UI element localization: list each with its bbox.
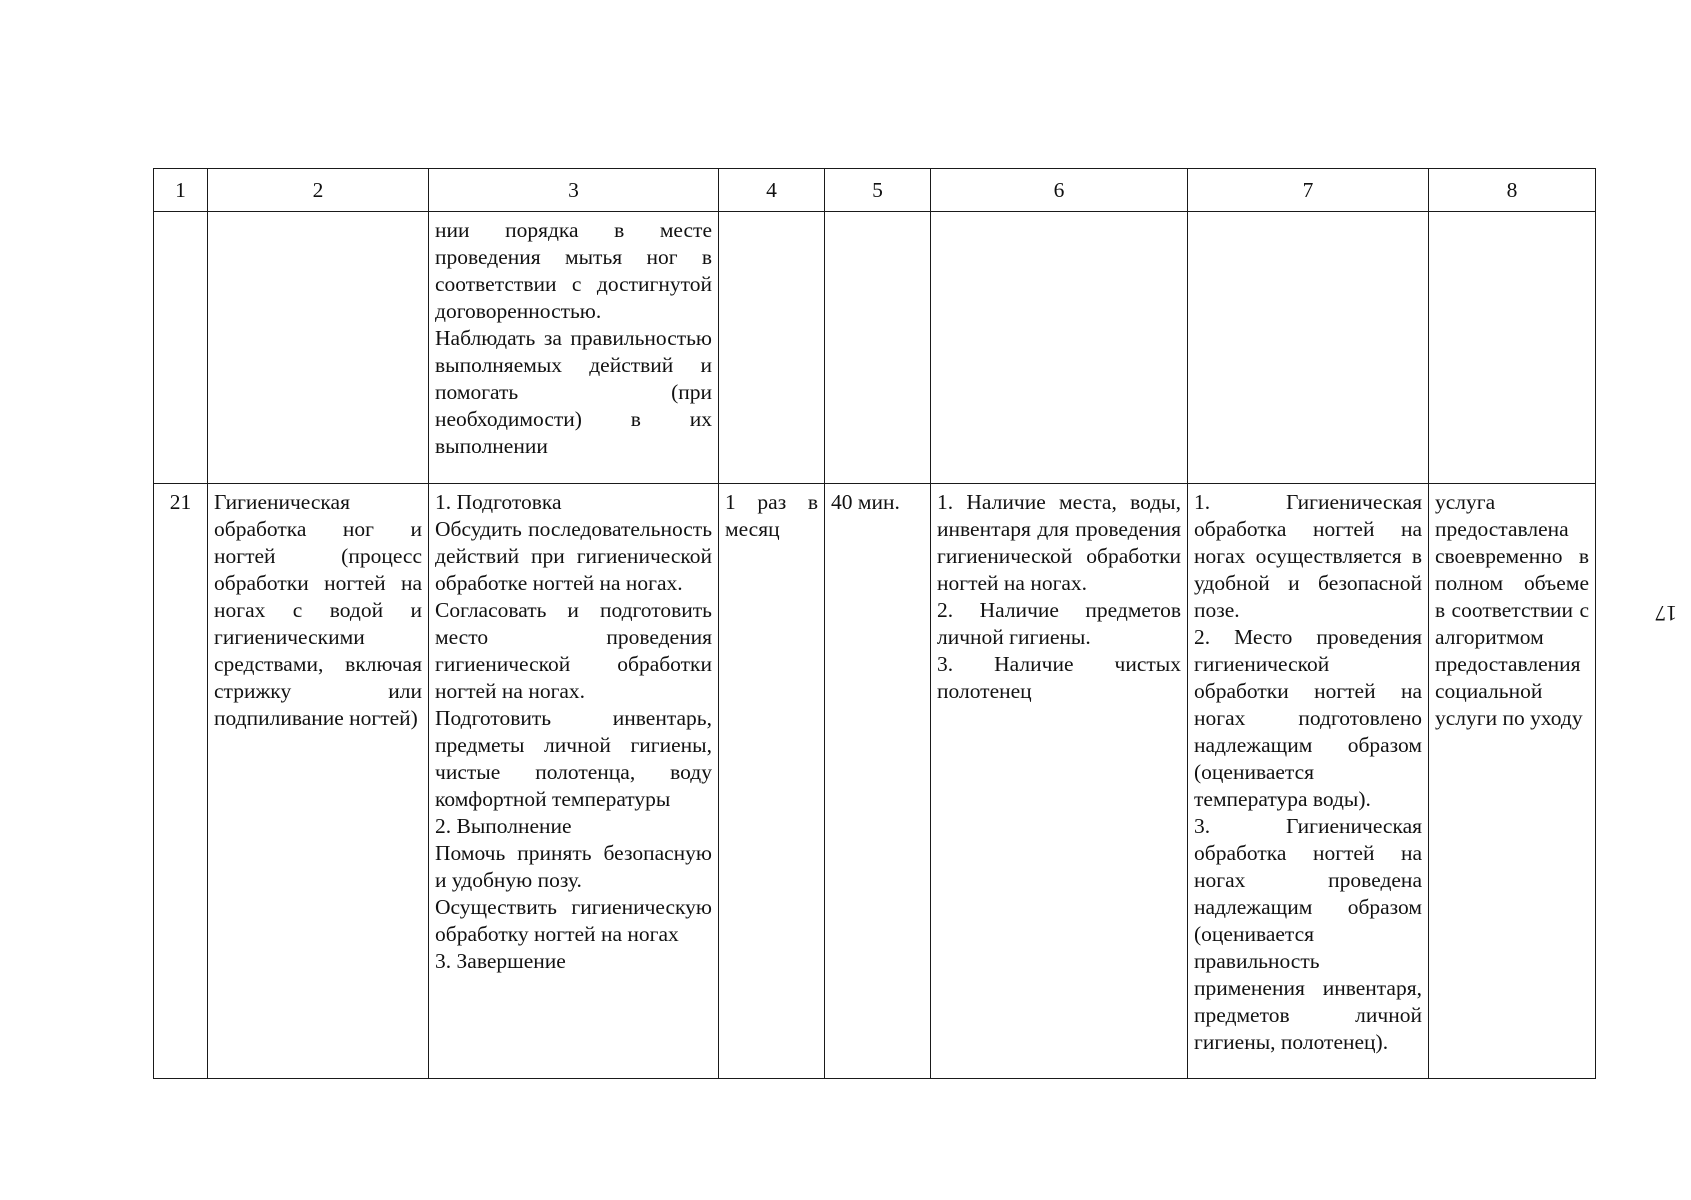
service-steps <box>429 484 719 1079</box>
cont-cell-1 <box>154 212 208 484</box>
column-number-row <box>154 169 1596 212</box>
column-header-5: 5 <box>825 169 931 212</box>
services-table <box>153 168 1596 1079</box>
table-row-continuation <box>154 212 1596 484</box>
step-item: Обсудить последовательность действий при гигиенической обработке ногтей на ногах. <box>435 517 712 595</box>
service-result: услуга предоставлена своевременно в полном объеме в соответствии с алгоритмом предоставления социальной услуги по уходу <box>1429 484 1596 1079</box>
step-item: 2. Выполнение <box>435 814 572 838</box>
cont-paragraph: Наблюдать за правильностью выполняемых действий и помогать (при необходимости) в их выполнении <box>435 326 712 458</box>
cont-paragraph: нии порядка в месте проведения мытья ног в соответствии с достигнутой договоренностью. <box>435 218 712 323</box>
column-header-8: 8 <box>1429 169 1596 212</box>
cont-cell-5 <box>825 212 931 484</box>
cont-cell-4 <box>719 212 825 484</box>
step-item: Осуществить гигиеническую обработку ногтей на ногах <box>435 895 712 946</box>
cont-cell-2 <box>208 212 429 484</box>
step-item: Помочь принять безопасную и удобную позу. <box>435 841 712 892</box>
row-number: 21 <box>154 484 208 1079</box>
column-header-6: 6 <box>931 169 1188 212</box>
quality-item: 3. Гигиеническая обработка ногтей на ногах проведена надлежащим образом (оценивается правильность применения инвентаря, предметов личной гигиены, полотенец). <box>1194 814 1422 1054</box>
column-header-7: 7 <box>1188 169 1429 212</box>
page-number: 17 <box>1655 601 1677 626</box>
quality-item: 1. Гигиеническая обработка ногтей на ногах осуществляется в удобной и безопасной позе. <box>1194 490 1422 622</box>
step-item: 3. Завершение <box>435 949 566 973</box>
service-name: Гигиеническая обработка ног и ногтей (процесс обработки ногтей на ногах с водой и гигиеническими средствами, включая стрижку или подпиливание ногтей) <box>208 484 429 1079</box>
quality-item: 2. Место проведения гигиенической обработки ногтей на ногах подготовлено надлежащим образом (оценивается температура воды). <box>1194 625 1422 811</box>
cont-cell-8 <box>1429 212 1596 484</box>
cont-cell-6 <box>931 212 1188 484</box>
condition-item: 3. Наличие чистых полотенец <box>937 652 1181 703</box>
step-item: Подготовить инвентарь, предметы личной гигиены, чистые полотенца, воду комфортной температуры <box>435 706 712 811</box>
service-quality <box>1188 484 1429 1079</box>
condition-item: 1. Наличие места, воды, инвентаря для проведения гигиенической обработки ногтей на ногах. <box>937 490 1181 595</box>
cont-cell-7 <box>1188 212 1429 484</box>
column-header-3: 3 <box>429 169 719 212</box>
step-item: 1. Подготовка <box>435 490 562 514</box>
cont-cell-3 <box>429 212 719 484</box>
column-header-1: 1 <box>154 169 208 212</box>
table-row-21 <box>154 484 1596 1079</box>
column-header-2: 2 <box>208 169 429 212</box>
service-frequency: 1 раз в месяц <box>719 484 825 1079</box>
column-header-4: 4 <box>719 169 825 212</box>
service-conditions <box>931 484 1188 1079</box>
step-item: Согласовать и подготовить место проведения гигиенической обработки ногтей на ногах. <box>435 598 712 703</box>
condition-item: 2. Наличие предметов личной гигиены. <box>937 598 1181 649</box>
service-duration: 40 мин. <box>825 484 931 1079</box>
